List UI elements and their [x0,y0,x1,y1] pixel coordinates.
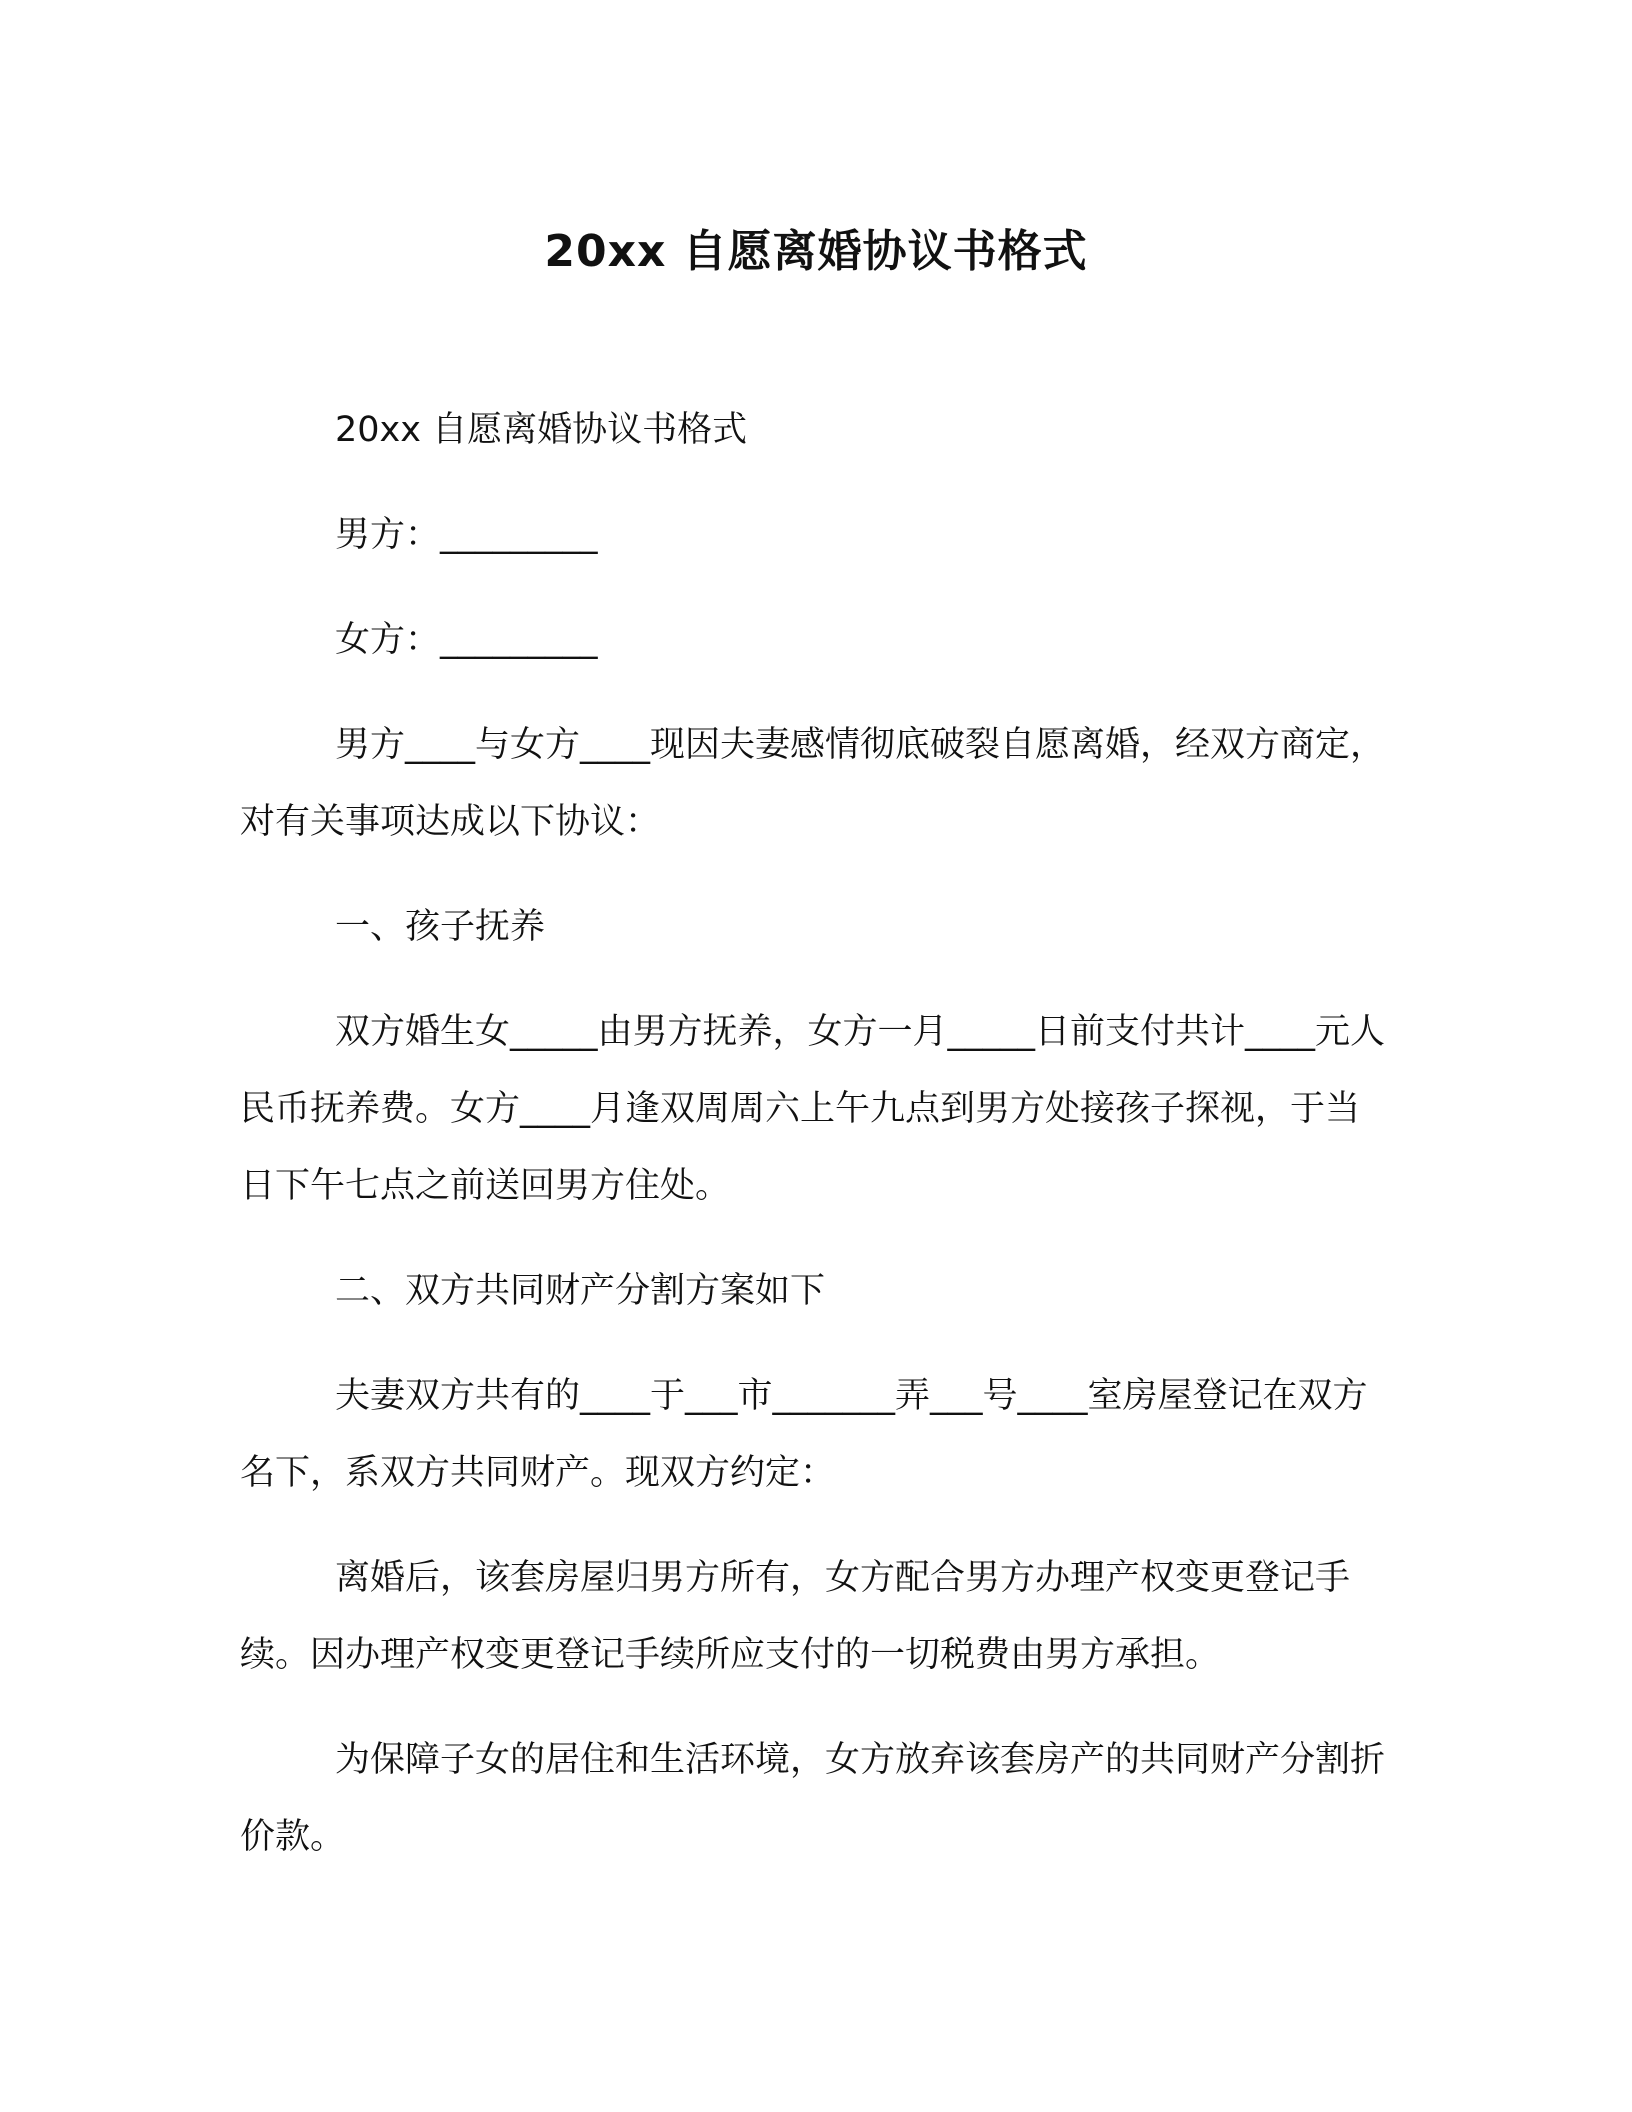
female-party-field: 女方：_________ [335,620,598,660]
section-heading-child-custody: 一、孩子抚养 [335,907,546,947]
subtitle-paragraph: 20xx 自愿离婚协议书格式 [335,410,748,450]
male-party-field: 男方：_________ [335,515,598,555]
preamble-paragraph: 男方____与女方____现因夫妻感情彻底破裂自愿离婚，经双方商定，对有关事项达成以下协议： [240,725,1386,842]
document-body [240,392,1390,1904]
section-heading-property-division: 二、双方共同财产分割方案如下 [335,1271,826,1311]
document-title: 20xx 自愿离婚协议书格式 [544,226,1088,277]
house-ownership-paragraph: 离婚后，该套房屋归男方所有，女方配合男方办理产权变更登记手续。因办理产权变更登记手续所应支付的一切税费由男方承担。 [240,1558,1351,1675]
joint-property-paragraph: 夫妻双方共有的____于___市_______弄___号____室房屋登记在双方名下，系双方共同财产。现双方约定： [240,1376,1368,1493]
child-custody-paragraph: 双方婚生女_____由男方抚养，女方一月_____日前支付共计____元人民币抚养费。女方____月逢双周周六上午九点到男方处接孩子探视，于当日下午七点之前送回男方住处。 [240,1012,1386,1206]
waiver-paragraph: 为保障子女的居住和生活环境，女方放弃该套房产的共同财产分割折价款。 [240,1740,1386,1857]
